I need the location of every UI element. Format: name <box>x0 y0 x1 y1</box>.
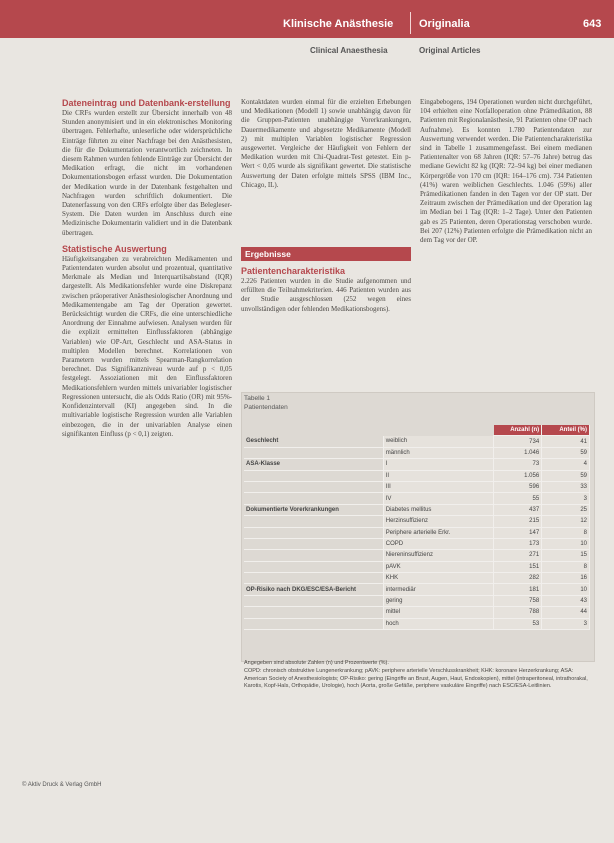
paragraph-patients: 2.226 Patienten wurden in die Studie aufgenommen und erfüllten die Teilnahmekriterien. 446 Patienten wurden aus der Studie ausgeschlossen (252 wegen eines unvollständigen oder fehlenden Medikationsbogens). <box>241 277 411 313</box>
header-divider <box>410 12 411 34</box>
paragraph-data-entry: Die CRFs wurden erstellt zur Übersicht innerhalb von 48 Stunden anonymisiert und in ein elektronisches Monitoring übertragen. Fehlerhafte, unleserliche oder widersprüchliche Einträge führten zu einer Nachfrage bei den Anästhesisten, die für die Dokumentation verantwortlich zeichneten. In diesem Rahmen wurden fehlende Einträge zur Übersicht der Medikation erfragt, die nicht im vorhandenen Dokumentationsbogen erfasst wurden. Die Dokumentation der Medikation wurde in der Datenbank festgehalten und Nachfragen wurden schriftlich dokumentiert. Die Datenerfassung von den CRFs erfolgte über das Belegleser-System. Die Daten wurden im Anschluss durch eine Medizinische Dokumentarin validiert und in die Datenbank übertragen. <box>62 109 232 237</box>
table-cell-percent: 41 <box>542 436 590 447</box>
table-cell-count: 758 <box>494 595 542 606</box>
page-number: 643 <box>583 18 602 30</box>
table-cell-count: 1.046 <box>494 447 542 458</box>
table-body <box>244 436 590 630</box>
table-row <box>244 493 590 504</box>
table-cell-count: 437 <box>494 504 542 515</box>
table-header-row <box>244 425 590 436</box>
table-cell-percent: 59 <box>542 470 590 481</box>
table-cell-category <box>244 595 383 606</box>
table-cell-subcategory: Periphere arterielle Erkr. <box>383 527 494 538</box>
table-cell-count: 215 <box>494 516 542 527</box>
table-cell-percent: 15 <box>542 550 590 561</box>
paragraph-statistics: Häufigkeitsangaben zu verabreichten Medikamenten und Patientendaten wurden absolut und prozentual, quantitative Merkmale als Median und Interquartilsabstand (IQR) dargestellt. Als Medikationsfehler wurde eine Diskrepanz zwischen präoperativer Anästhesiologischer Anordnung und Medikamentengabe am Tag der Operation gewertet. Berücksichtigt wurden die CRFs, die eine unterschiedliche Anordnung der Einnahme aufwiesen. Analysen wurden für die explizit ermittelten Einflussfaktoren (abhängige Variablen) wie OP-Art, Geschlecht und ASA-Status in multiplen Modellen berechnet. Korrelationen von Parametern wurden mittels Spearman-Rangkorrelation berechnet. Das Signifikanzniveau wurde auf p < 0,05 festgelegt. Assoziationen mit den Einflussfaktoren Medikationsfehlern wurden mittels univariabler logistischer Regressionen untersucht, die als Odds Ratio (OR) mit 95%-Konfidenzintervall (KI) angegeben sind. In die multivariable logistische Regression wurden alle Variablen einbezogen, die in der univariablen Analyse einen signifikanten Einfluss (p < 0,1) zeigten. <box>62 254 232 438</box>
table-cell-category <box>244 573 383 584</box>
header-percent: Anteil (%) <box>542 425 590 436</box>
table-title: Tabelle 1 <box>244 395 271 402</box>
table-cell-percent: 44 <box>542 607 590 618</box>
table-cell-category <box>244 607 383 618</box>
table-cell-subcategory: I <box>383 459 494 470</box>
table-cell-subcategory: hoch <box>383 618 494 629</box>
table-cell-count: 734 <box>494 436 542 447</box>
table-cell-percent: 43 <box>542 595 590 606</box>
table-cell-category <box>244 493 383 504</box>
table-row <box>244 595 590 606</box>
table-cell-count: 151 <box>494 561 542 572</box>
table-cell-subcategory: II <box>383 470 494 481</box>
patient-data-table <box>244 425 590 630</box>
paragraph-patient-data: Eingabebogens, 194 Operationen wurden nicht durchgeführt, 104 erhielten eine Notfalloperation ohne Prämedikation, 88 Patienten mit Regionalanästhesie, 91 Patienten ohne OP nach Aufnahme). Es konnten 1.780 Patientendaten zur Auswertung verwendet werden. Die Patientencharakteristika sind in Tabelle 1 zusammengefasst. Bei einem medianen Patientenalter von 68 Jahren (IQR: 57–76 Jahre) betrug das mediane Gewicht 82 kg (IQR: 72–94 kg) bei einer medianen Körpergröße von 170 cm (IQR: 164–176 cm). 734 Patienten (41%) waren weiblichen Geschlechts. 1.046 (59%) aller Prämedikationen fanden in den Tagen vor der OP statt. Der Zeitraum zwischen der Prämedikation und der Operation lag im Median bei 1 Tag (IQR: 1–2 Tage). Unter den Patienten gab es 25 Patienten, deren Operationstag verschoben wurde. Bei 207 (12%) Patienten erfolgte die Prämedikation nicht an dem Tag vor der OP. <box>420 98 592 245</box>
table-note-2: COPD: chronisch obstruktive Lungenerkrankung; pAVK: periphere arterielle Verschlusskrankheit; KHK: koronare Herzerkrankung; ASA: American Society of Anesthesiologists; OP-Risiko: gering (Eingriffe an Brust, Augen, Haut, Endoskopien), mittel (intraperitoneal, intrathorakal, Karotis, Kopf-Hals, Orthopädie, Urologie), hoch (Aorta, große Gefäße, periphere vaskuläre Eingriffe) nach ESC/ESA-Leitlinien. <box>244 667 588 690</box>
table-cell-subcategory: Niereninsuffizienz <box>383 550 494 561</box>
table-cell-count: 271 <box>494 550 542 561</box>
table-cell-subcategory: gering <box>383 595 494 606</box>
section-title: Originalia <box>419 18 470 30</box>
table-cell-percent: 10 <box>542 584 590 595</box>
header-count: Anzahl (n) <box>494 425 542 436</box>
table-row <box>244 538 590 549</box>
table-cell-count: 282 <box>494 573 542 584</box>
table-cell-subcategory: KHK <box>383 573 494 584</box>
heading-data-entry: Dateneintrag und Datenbank-erstellung <box>62 98 231 108</box>
table-cell-percent: 59 <box>542 447 590 458</box>
journal-title-en: Clinical Anaesthesia <box>310 46 388 55</box>
table-cell-count: 596 <box>494 481 542 492</box>
table-cell-subcategory: Diabetes mellitus <box>383 504 494 515</box>
table-cell-count: 73 <box>494 459 542 470</box>
table-row <box>244 516 590 527</box>
table-row <box>244 584 590 595</box>
table-row <box>244 470 590 481</box>
table-cell-count: 53 <box>494 618 542 629</box>
table-row <box>244 459 590 470</box>
column-2-bottom <box>241 266 411 314</box>
table-cell-percent: 25 <box>542 504 590 515</box>
table-cell-subcategory: intermediär <box>383 584 494 595</box>
table-cell-subcategory: männlich <box>383 447 494 458</box>
heading-patient-characteristics: Patientencharakteristika <box>241 266 346 276</box>
table-cell-subcategory: pAVK <box>383 561 494 572</box>
table-cell-count: 147 <box>494 527 542 538</box>
heading-statistics: Statistische Auswertung <box>62 243 167 254</box>
header-empty-sub <box>383 425 494 436</box>
table-cell-category: Dokumentierte Vorerkrankungen <box>244 504 383 515</box>
table-row <box>244 481 590 492</box>
table-cell-category: Geschlecht <box>244 436 383 447</box>
table-row <box>244 436 590 447</box>
page-footer: © Aktiv Druck & Verlag GmbH <box>22 782 102 788</box>
table-notes <box>244 660 590 691</box>
table-cell-count: 1.056 <box>494 470 542 481</box>
table-cell-percent: 10 <box>542 538 590 549</box>
table-row <box>244 561 590 572</box>
table-cell-count: 788 <box>494 607 542 618</box>
table-note-1: Angegeben sind absolute Zahlen (n) und Prozentwerte (%). <box>244 660 389 666</box>
paragraph-models: Kontaktdaten wurden einmal für die erzielten Erhebungen und Medikationen (Modell 1) sowie unabhängig davon für die Gruppen-Patienten unabhängige Vorerkrankungen, Dauermedikamente und abgesetzte Medikamente (Modell 2) mit multiplen Variablen logistischer Regression ausgewertet. Vergleiche der Häufigkeit von Fehlern der Medikation wurden mit Chi-Quadrat-Test getestet. Ein p-Wert < 0,05 wurde als signifikant gewertet. Die statistische Auswertung der Daten erfolgte mittels SPSS (IBM Inc., Chicago, IL). <box>241 98 411 189</box>
table-row <box>244 447 590 458</box>
table-cell-category <box>244 550 383 561</box>
table-cell-count: 173 <box>494 538 542 549</box>
table-cell-percent: 3 <box>542 618 590 629</box>
table-cell-percent: 8 <box>542 561 590 572</box>
table-subtitle: Patientendaten <box>244 404 288 411</box>
table-row <box>244 607 590 618</box>
table-cell-percent: 4 <box>542 459 590 470</box>
table-cell-category: OP-Risiko nach DKG/ESC/ESA-Bericht <box>244 584 383 595</box>
table-cell-count: 181 <box>494 584 542 595</box>
table-row <box>244 550 590 561</box>
journal-header <box>0 0 614 38</box>
table-row <box>244 504 590 515</box>
table-row <box>244 618 590 629</box>
table-cell-subcategory: mittel <box>383 607 494 618</box>
table-cell-category <box>244 447 383 458</box>
table-cell-category <box>244 618 383 629</box>
table-row <box>244 573 590 584</box>
table-cell-category: ASA-Klasse <box>244 459 383 470</box>
table-cell-subcategory: IV <box>383 493 494 504</box>
table-cell-subcategory: COPD <box>383 538 494 549</box>
column-3 <box>420 98 592 245</box>
header-empty-cat <box>244 425 383 436</box>
table-cell-percent: 33 <box>542 481 590 492</box>
column-1 <box>62 98 232 439</box>
table-cell-category <box>244 481 383 492</box>
table-cell-percent: 16 <box>542 573 590 584</box>
section-bar-results: Ergebnisse <box>241 247 411 261</box>
table-cell-category <box>244 538 383 549</box>
table-row <box>244 527 590 538</box>
section-title-en: Original Articles <box>419 46 481 55</box>
table-cell-percent: 3 <box>542 493 590 504</box>
table-cell-percent: 12 <box>542 516 590 527</box>
column-2-top <box>241 98 411 190</box>
table-cell-count: 55 <box>494 493 542 504</box>
table-cell-subcategory: III <box>383 481 494 492</box>
table-cell-percent: 8 <box>542 527 590 538</box>
table-cell-category <box>244 527 383 538</box>
table-cell-subcategory: Herzinsuffizienz <box>383 516 494 527</box>
table-cell-category <box>244 516 383 527</box>
table-cell-category <box>244 470 383 481</box>
table-cell-category <box>244 561 383 572</box>
journal-title: Klinische Anästhesie <box>283 18 394 30</box>
table-cell-subcategory: weiblich <box>383 436 494 447</box>
